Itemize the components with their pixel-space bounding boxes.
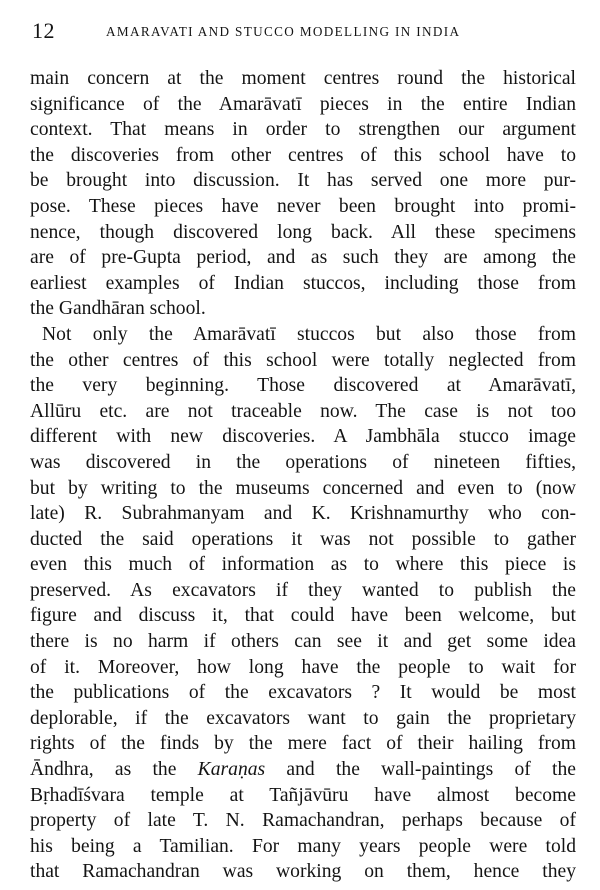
text-line: the publications of the excavators ? It would be most	[30, 682, 576, 704]
text-line: late) R. Subrahmanyam and K. Krishnamurthy who con-	[30, 503, 576, 525]
text-line: Allūru etc. are not traceable now. The case is not too	[30, 400, 576, 422]
running-title: AMARAVATI AND STUCCO MODELLING IN INDIA	[106, 24, 461, 39]
text-line: Āndhra, as the Karaṇas and the wall-paintings of the	[30, 759, 576, 781]
text-line: main concern at the moment centres round the historical	[30, 68, 576, 89]
text-line: the Gandhāran school.	[30, 298, 206, 320]
text-line: figure and discuss it, that could have been welcome, but	[30, 605, 576, 627]
body-text	[30, 66, 576, 885]
italic-term: Karaṇas	[197, 759, 266, 781]
text-line: the discoveries from other centres of this school have to	[30, 144, 576, 166]
text-line: ducted the said operations it was not possible to gather	[30, 528, 576, 550]
text-line: are of pre-Gupta period, and as such they are among the	[30, 247, 576, 269]
text-line: but by writing to the museums concerned and even to (now	[30, 477, 576, 499]
text-line: significance of the Amarāvatī pieces in the entire Indian	[30, 93, 576, 115]
text-line: rights of the finds by the mere fact of their hailing from	[30, 733, 576, 755]
text-line: different with new discoveries. A Jambhāla stucco image	[30, 426, 576, 448]
text-line: the other centres of this school were totally neglected from	[30, 349, 576, 371]
text-line: even this much of information as to where this piece is	[30, 554, 576, 576]
text-line: his being a Tamilian. For many years people were told	[30, 835, 576, 857]
paragraph-2	[30, 322, 576, 885]
text-line: there is no harm if others can see it and get some idea	[30, 631, 576, 653]
text-line: preserved. As excavators if they wanted to publish the	[30, 579, 576, 601]
text-line: Bṛhadīśvara temple at Tañjāvūru have almost become	[30, 784, 576, 806]
paragraph-1	[30, 66, 576, 322]
text-line: was discovered in the operations of nineteen fifties,	[30, 451, 576, 473]
text-line: be brought into discussion. It has served one more pur-	[30, 170, 576, 192]
text-line: pose. These pieces have never been brought into promi-	[30, 195, 576, 217]
text-line: deplorable, if the excavators want to gain the proprietary	[30, 707, 576, 729]
text-line: that Ramachandran was working on them, hence they	[30, 861, 576, 883]
running-head	[32, 14, 578, 48]
text-line: context. That means in order to strengthen our argument	[30, 119, 576, 141]
text-line: property of late T. N. Ramachandran, perhaps because of	[30, 810, 576, 832]
text-line: nence, though discovered long back. All these specimens	[30, 221, 576, 243]
page-number: 12	[32, 18, 55, 43]
text-line: Not only the Amarāvatī stuccos but also those from	[42, 323, 576, 345]
text-line: of it. Moreover, how long have the people to wait for	[30, 656, 576, 678]
text-line: the very beginning. Those discovered at Amarāvatī,	[30, 375, 576, 397]
text-line: earliest examples of Indian stuccos, including those from	[30, 272, 576, 294]
